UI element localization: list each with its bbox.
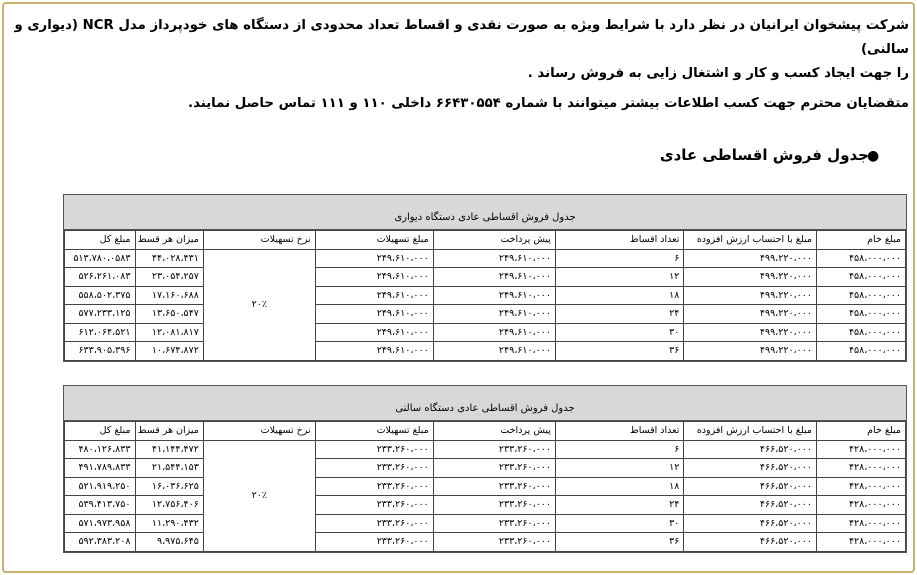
col-header: پیش پرداخت [433, 422, 555, 441]
table-cell: ۲۳۳،۲۶۰،۰۰۰ [315, 533, 433, 552]
table-cell: ۴۵۸،۰۰۰،۰۰۰ [816, 342, 905, 361]
table-cell: ۱۲ [555, 268, 683, 287]
table-cell: ۴۵۸،۰۰۰،۰۰۰ [816, 268, 905, 287]
table-cell: ۲۳،۰۵۴،۲۵۷ [135, 268, 203, 287]
col-header: پیش پرداخت [433, 231, 555, 250]
table-cell: ۴۸۰،۱۲۶،۸۳۳ [65, 440, 136, 459]
table-row [65, 477, 906, 496]
table-row [65, 305, 906, 324]
table-cell: ۲۴۹،۶۱۰،۰۰۰ [433, 342, 555, 361]
table-cell: ۳۰ [555, 323, 683, 342]
table-cell: ۲۴۹،۶۱۰،۰۰۰ [433, 305, 555, 324]
table-cell: ۱۲،۰۸۱،۸۱۷ [135, 323, 203, 342]
table-cell: ۱۲،۷۵۶،۴۰۶ [135, 496, 203, 515]
table-cell: ۴۲۸،۰۰۰،۰۰۰ [816, 459, 905, 478]
table-cell: ۴۹۹،۲۲۰،۰۰۰ [684, 249, 817, 268]
table-cell: ۲۳۳،۲۶۰،۰۰۰ [433, 459, 555, 478]
table-cell: ۵۲۶،۲۶۱،۰۸۳ [65, 268, 136, 287]
table-row [65, 514, 906, 533]
table-cell: ۲۱،۵۴۴،۱۵۳ [135, 459, 203, 478]
table-cell: ۲۴۹،۶۱۰،۰۰۰ [315, 286, 433, 305]
table-cell: ۱۷،۱۶۰،۶۸۸ [135, 286, 203, 305]
header-row [65, 231, 906, 250]
table-cell: ۲۳۳،۲۶۰،۰۰۰ [433, 440, 555, 459]
table-row [65, 323, 906, 342]
installment-table [64, 421, 906, 552]
table-cell: ۵۵۸،۵۰۲،۳۷۵ [65, 286, 136, 305]
table-cell: ۲۳۳،۲۶۰،۰۰۰ [315, 514, 433, 533]
table-cell: ۱۸ [555, 286, 683, 305]
table-cell: ۵۷۱،۹۷۳،۹۵۸ [65, 514, 136, 533]
intro-line-2: را جهت ایجاد کسب و کار و اشتغال زایی به فروش رساند . [527, 66, 909, 81]
table-caption: جدول فروش اقساطی عادی دستگاه سالنی [64, 386, 906, 421]
intro-line-1: شرکت پیشخوان ایرانیان در نظر دارد با شرایط ویژه به صورت نقدی و اقساط تعداد محدودی از دستگاه های خودپرداز مدل NCR (دیواری و سالنی) [14, 18, 909, 57]
table-cell: ۲۴ [555, 305, 683, 324]
table-caption: جدول فروش اقساطی عادی دستگاه دیواری [64, 195, 906, 230]
table-cell: ۲۴۹،۶۱۰،۰۰۰ [315, 305, 433, 324]
table-cell: ۳۰ [555, 514, 683, 533]
col-header: مبلغ خام [816, 231, 905, 250]
col-header: نرخ تسهیلات [203, 231, 315, 250]
col-header: تعداد اقساط [555, 231, 683, 250]
table-row [65, 440, 906, 459]
table-cell: ۴۵۸،۰۰۰،۰۰۰ [816, 286, 905, 305]
table-cell: ۴۶۶،۵۲۰،۰۰۰ [684, 477, 817, 496]
table-cell: ۹،۹۷۵،۶۴۵ [135, 533, 203, 552]
table-cell: ۶ [555, 249, 683, 268]
col-header: مبلغ با احتساب ارزش افزوده [684, 231, 817, 250]
section-heading: جدول فروش اقساطی عادی [659, 146, 869, 164]
table-cell: ۱۶،۰۳۶،۶۲۵ [135, 477, 203, 496]
installment-table [64, 230, 906, 361]
table-row [65, 496, 906, 515]
col-header: مبلغ تسهیلات [315, 231, 433, 250]
table-cell: ۶۳۳،۹۰۵،۳۹۶ [65, 342, 136, 361]
table-cell: ۴۶۶،۵۲۰،۰۰۰ [684, 514, 817, 533]
table-cell: ۲۴۹،۶۱۰،۰۰۰ [315, 268, 433, 287]
table-cell: ۴۲۸،۰۰۰،۰۰۰ [816, 440, 905, 459]
col-header: مبلغ کل [65, 231, 136, 250]
table-cell: ۴۹۹،۲۲۰،۰۰۰ [684, 305, 817, 324]
table-cell: ۲۴۹،۶۱۰،۰۰۰ [433, 286, 555, 305]
table-row [65, 249, 906, 268]
col-header: مبلغ کل [65, 422, 136, 441]
table-cell: ۴۹۱،۷۸۹،۸۳۳ [65, 459, 136, 478]
col-header: میزان هر قسط [135, 231, 203, 250]
header-row [65, 422, 906, 441]
table-row [65, 286, 906, 305]
table-cell: ۲۴۹،۶۱۰،۰۰۰ [315, 342, 433, 361]
table-wall [63, 194, 907, 362]
table-row [65, 533, 906, 552]
table-cell: ۲۳۳،۲۶۰،۰۰۰ [433, 477, 555, 496]
table-cell: ۶۱۲،۰۶۴،۵۲۱ [65, 323, 136, 342]
table-cell: ۳۶ [555, 533, 683, 552]
intro-paragraph [14, 14, 909, 86]
table-cell: ۴۵۸،۰۰۰،۰۰۰ [816, 249, 905, 268]
table-row [65, 459, 906, 478]
col-header: میزان هر قسط [135, 422, 203, 441]
col-header: مبلغ با احتساب ارزش افزوده [684, 422, 817, 441]
table-cell: ۵۷۷،۲۳۳،۱۲۵ [65, 305, 136, 324]
table-cell: ۶ [555, 440, 683, 459]
col-header: نرخ تسهیلات [203, 422, 315, 441]
table-cell: ۲۳۳،۲۶۰،۰۰۰ [315, 459, 433, 478]
table-cell: ۴۹۹،۲۲۰،۰۰۰ [684, 286, 817, 305]
table-cell: ۱۸ [555, 477, 683, 496]
table-cell: ۴۹۹،۲۲۰،۰۰۰ [684, 268, 817, 287]
table-cell: ۴۱،۱۴۴،۴۷۲ [135, 440, 203, 459]
table-cell: ۳۶ [555, 342, 683, 361]
table-cell: ۴۵۸،۰۰۰،۰۰۰ [816, 323, 905, 342]
table-cell: ۴۲۸،۰۰۰،۰۰۰ [816, 496, 905, 515]
contact-paragraph: متقضایان محترم جهت کسب اطلاعات بیشتر میتوانند با شماره ۶۶۴۳۰۵۵۴ داخلی ۱۱۰ و ۱۱۱ تماس حاصل نمایند. [188, 96, 909, 111]
table-cell: ۲۴۹،۶۱۰،۰۰۰ [315, 323, 433, 342]
table-cell: ۲۴۹،۶۱۰،۰۰۰ [315, 249, 433, 268]
table-cell: ۲۳۳،۲۶۰،۰۰۰ [315, 496, 433, 515]
table-row [65, 342, 906, 361]
table-cell: ۱۳،۶۵۰،۵۴۷ [135, 305, 203, 324]
table-cell: ۲۳۳،۲۶۰،۰۰۰ [315, 440, 433, 459]
table-cell: ۴۵۸،۰۰۰،۰۰۰ [816, 305, 905, 324]
table-cell: ۴۶۶،۵۲۰،۰۰۰ [684, 533, 817, 552]
table-cell: ۴۲۸،۰۰۰،۰۰۰ [816, 477, 905, 496]
table-cell: ۵۹۲،۳۸۳،۲۰۸ [65, 533, 136, 552]
table-cell: ۲۳۳،۲۶۰،۰۰۰ [315, 477, 433, 496]
table-cell: ۴۶۶،۵۲۰،۰۰۰ [684, 440, 817, 459]
bullet-icon: ● [867, 148, 880, 164]
col-header: مبلغ تسهیلات [315, 422, 433, 441]
table-cell: ۵۳۹،۴۱۳،۷۵۰ [65, 496, 136, 515]
table-cell: ۴۶۶،۵۲۰،۰۰۰ [684, 459, 817, 478]
table-cell: ۲۴۹،۶۱۰،۰۰۰ [433, 323, 555, 342]
table-cell: ۲۳۳،۲۶۰،۰۰۰ [433, 514, 555, 533]
table-cell: ۲۴ [555, 496, 683, 515]
table-cell: ۴۹۹،۲۲۰،۰۰۰ [684, 342, 817, 361]
table-cell: ۲۳۳،۲۶۰،۰۰۰ [433, 496, 555, 515]
table-cell: ۴۲۸،۰۰۰،۰۰۰ [816, 533, 905, 552]
table-cell: ۱۲ [555, 459, 683, 478]
table-cell: ۱۰،۶۷۴،۸۷۲ [135, 342, 203, 361]
table-cell: ۵۱۳،۷۸۰،۰۵۸۳ [65, 249, 136, 268]
table-cell: ۲۳۳،۲۶۰،۰۰۰ [433, 533, 555, 552]
table-cell: ۵۲۱،۹۱۹،۲۵۰ [65, 477, 136, 496]
table-hall [63, 385, 907, 553]
table-cell: ۴۶۶،۵۲۰،۰۰۰ [684, 496, 817, 515]
rate-cell: ۲۰٪ [203, 249, 315, 360]
table-cell: ۲۴۹،۶۱۰،۰۰۰ [433, 268, 555, 287]
col-header: مبلغ خام [816, 422, 905, 441]
rate-cell: ۲۰٪ [203, 440, 315, 551]
table-cell: ۴۲۸،۰۰۰،۰۰۰ [816, 514, 905, 533]
table-cell: ۴۹۹،۲۲۰،۰۰۰ [684, 323, 817, 342]
table-cell: ۲۴۹،۶۱۰،۰۰۰ [433, 249, 555, 268]
col-header: تعداد اقساط [555, 422, 683, 441]
table-cell: ۱۱،۲۹۰،۴۳۲ [135, 514, 203, 533]
table-cell: ۴۴،۰۲۸،۴۳۱ [135, 249, 203, 268]
table-row [65, 268, 906, 287]
